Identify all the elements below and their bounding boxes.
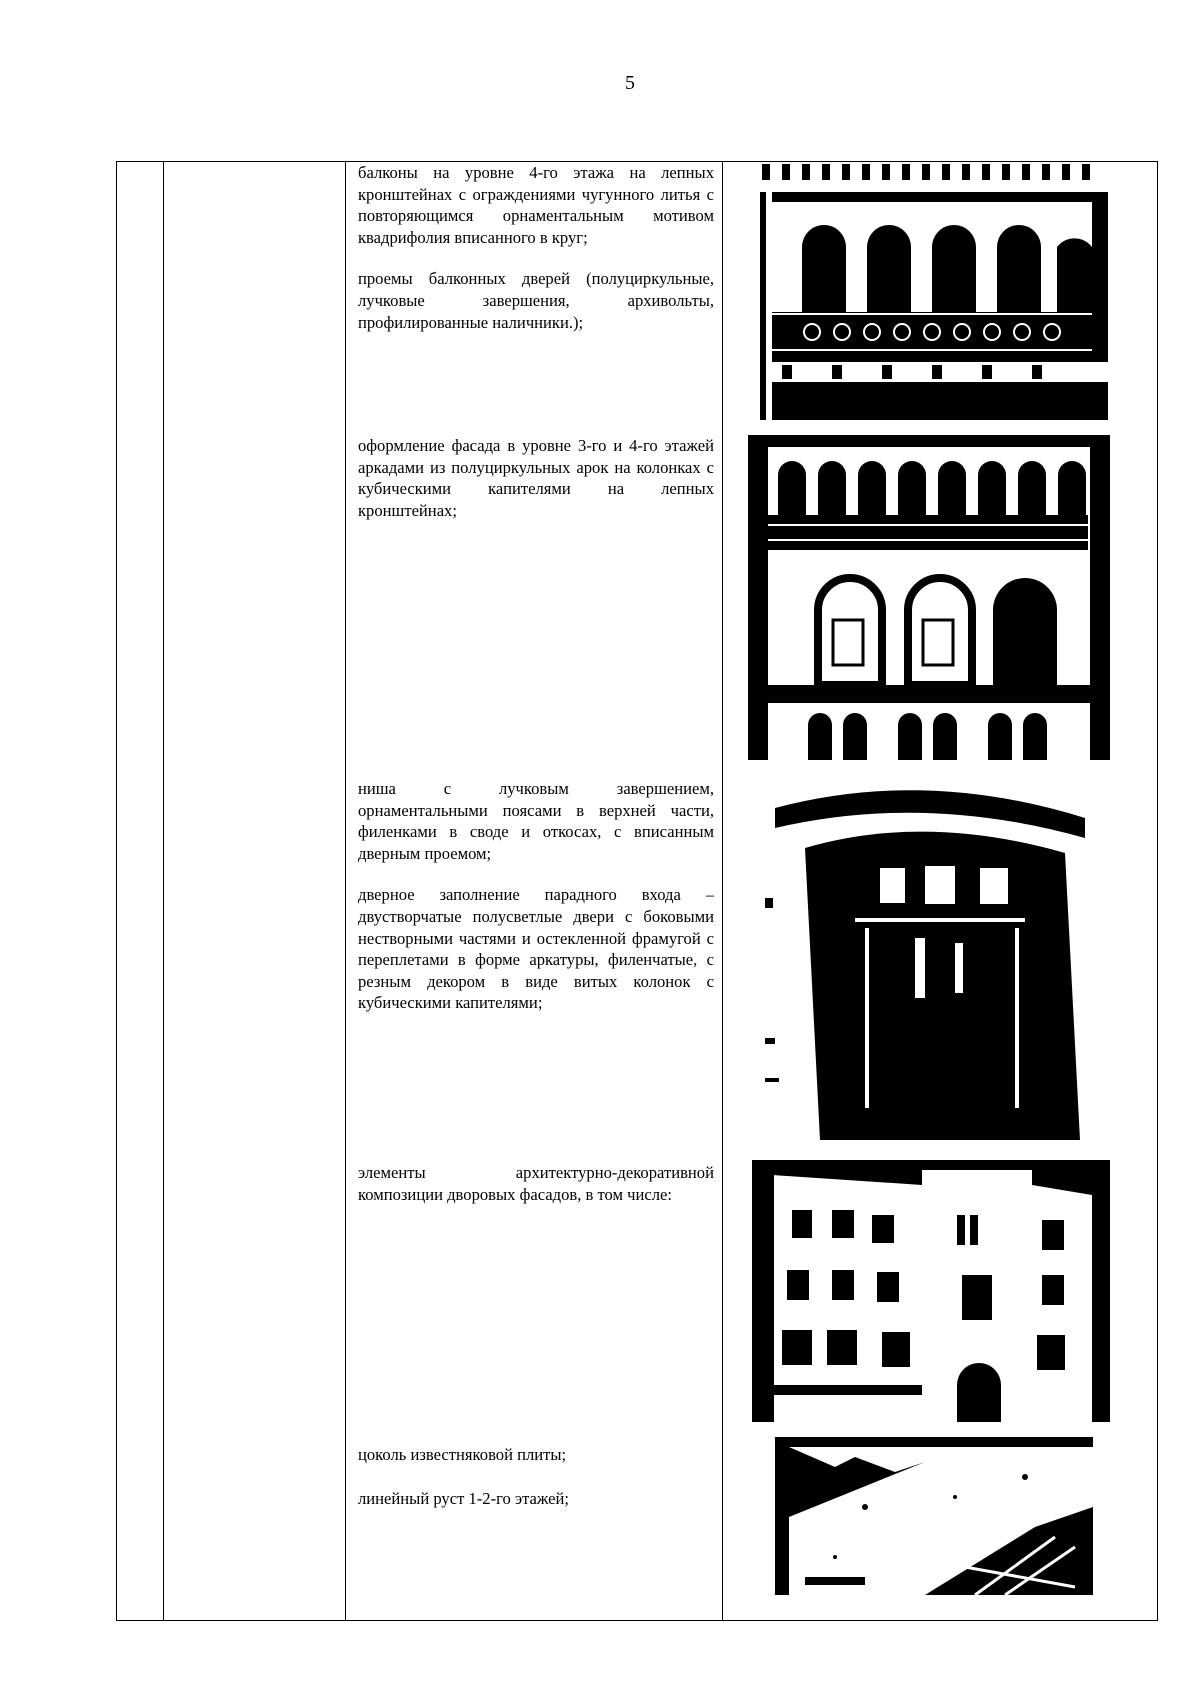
row-5-description <box>358 1444 714 1509</box>
paragraph: оформление фасада в уровне 3-го и 4-го этажей аркадами из полуциркульных арок на колонках с кубическими капителями на лепных кронштейнах; <box>358 436 714 520</box>
row-4-description <box>358 1162 714 1205</box>
paragraph: цоколь известняковой плиты; <box>358 1445 567 1464</box>
paragraph: ниша с лучковым завершением, орнаментальными поясами в верхней части, филенками в своде и откосах, с вписанным дверным проемом; <box>358 779 714 863</box>
plinth-photo <box>775 1437 1093 1595</box>
paragraph: дверное заполнение парадного входа – двустворчатые полусветлые двери с боковыми нестворными частями и остекленной фрамугой с переплетами в форме аркатуры, филенчатые, с резным декором в виде витых колонок с кубическими капителями; <box>358 885 714 1013</box>
row-1-description <box>358 162 714 333</box>
paragraph: проемы балконных дверей (полуциркульные, лучковые завершения, архивольты, профилированные наличники.); <box>358 269 714 332</box>
column-divider <box>722 162 723 1620</box>
arcade-facade-photo <box>748 435 1110 760</box>
row-3-description <box>358 778 714 1014</box>
courtyard-facade-photo <box>752 1160 1110 1422</box>
column-divider <box>345 162 346 1620</box>
column-divider <box>163 162 164 1620</box>
paragraph: элементы архитектурно-декоративной композиции дворовых фасадов, в том числе: <box>358 1163 714 1204</box>
paragraph: балконы на уровне 4-го этажа на лепных кронштейнах с ограждениями чугунного литья с повторяющимся орнаментальным мотивом квадрифолия вписанного в круг; <box>358 163 714 247</box>
row-2-description <box>358 435 714 521</box>
page-number: 5 <box>625 72 635 94</box>
entrance-door-photo <box>765 778 1095 1140</box>
paragraph: линейный руст 1-2-го этажей; <box>358 1488 570 1508</box>
balcony-photo <box>752 162 1108 420</box>
